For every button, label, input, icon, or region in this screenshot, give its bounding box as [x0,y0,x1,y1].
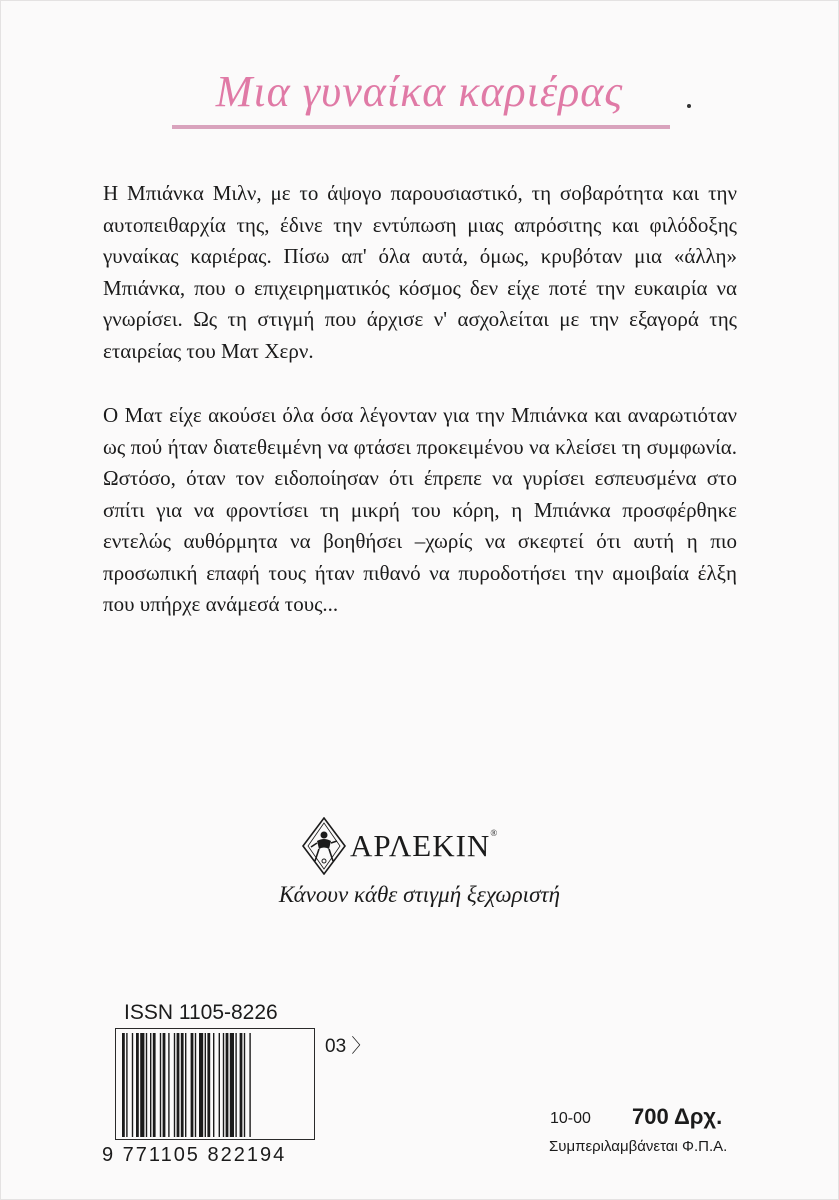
blurb-text-1: Η Μπιάνκα Μιλν, με το άψογο παρουσιαστικό, τη σοβαρότητα και την αυτοπειθαρχία της, έδινε την εντύπωση μιας απρόσιτης και φιλόδοξης γυναίκας καριέρας. Πίσω απ' όλα αυτά, όμως, κρυβόταν μια «άλλη» Μπιάνκα, που ο επιχειρηματικός κόσμος δεν είχε ποτέ την ευκαιρία να γνωρίσει. Ως τη στιγμή που άρχισε ν' ασχολείται με την εξαγορά της εταιρείας του Ματ Χερν. [103,181,737,363]
issn-label: ISSN 1105-8226 [124,1001,278,1024]
vat-note: Συμπεριλαμβάνεται Φ.Π.Α. [549,1138,728,1155]
title-underline [172,125,670,129]
barcode-bars [116,1029,315,1140]
harlequin-diamond-icon [302,817,346,875]
book-title: Μια γυναίκα καριέρας [215,67,624,116]
blurb-text-2: Ο Ματ είχε ακούσει όλα όσα λέγονταν για την Μπιάνκα και αναρωτιόταν ως πού ήταν διατεθειμένη να φτάσει προκειμένου να κλείσει τη συμφωνία. Ωστόσο, όταν τον ειδοποίησαν ότι έπρεπε να γυρίσει εσπευσμένα στο σπίτι για να φροντίσει τη μικρή του κόρη, η Μπιάνκα προσφέρθηκε εντελώς αυθόρμητα να βοηθήσει –χωρίς να σκεφτεί ότι αυτή η πιο προσωπική επαφή τους ήταν πιθανό να πυροδοτήσει την αμοιβαία έλξη που υπήρχε ανάμεσά τους... [103,403,737,616]
blurb-paragraph-2 [103,400,737,621]
publisher-tagline: Κάνουν κάθε στιγμή ξεχωριστή [278,882,561,907]
blurb-paragraph-1 [103,178,737,367]
publisher-name: ΑΡΛΕΚΙΝ® [350,828,499,863]
barcode-digits: 9 771105 822194 [102,1144,287,1166]
price: 700 Δρχ. [632,1104,723,1129]
price-code: 10-00 [550,1110,591,1127]
registered-mark: ® [490,828,499,838]
barcode [115,1028,315,1140]
barcode-addon: 03 〉 [325,1036,371,1057]
title-dot [687,104,691,108]
publisher-logo [302,817,498,875]
